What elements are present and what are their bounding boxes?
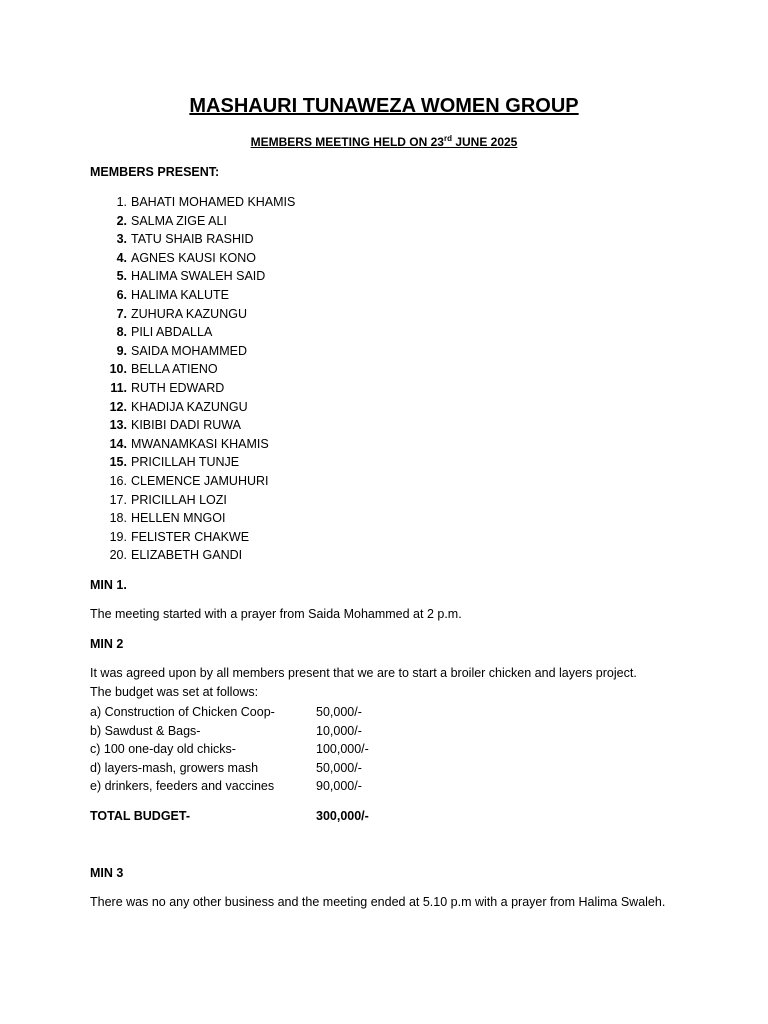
member-name: SALMA ZIGE ALI [131, 213, 227, 228]
budget-item: d) layers-mash, growers mash [90, 760, 259, 775]
min1-heading: MIN 1. [90, 578, 127, 592]
list-item [90, 323, 295, 342]
list-item [90, 546, 295, 565]
budget-amount: 90,000/- [316, 779, 362, 794]
member-name: SAIDA MOHAMMED [131, 343, 247, 358]
member-name: FELISTER CHAKWE [131, 529, 250, 544]
member-name: PILI ABDALLA [131, 325, 213, 340]
budget-amount: 50,000/- [316, 705, 362, 719]
min3-heading: MIN 3 [90, 866, 124, 880]
member-number: 18. [109, 511, 127, 526]
budget-item: b) Sawdust & Bags- [90, 723, 201, 738]
subtitle-suffix: JUNE 2025 [451, 135, 518, 149]
total-budget-amount: 300,000/- [316, 809, 369, 823]
budget-row [90, 703, 490, 722]
budget-item: e) drinkers, feeders and vaccines [90, 779, 275, 794]
member-number: 17. [109, 492, 127, 507]
member-name: AGNES KAUSI KONO [131, 250, 257, 265]
budget-amount: 100,000/- [316, 742, 369, 757]
min1-text: The meeting started with a prayer from Saida Mohammed at 2 p.m. [90, 607, 462, 621]
member-name: KIBIBI DADI RUWA [131, 418, 241, 433]
list-item [90, 267, 295, 286]
member-name: HALIMA SWALEH SAID [131, 269, 266, 284]
budget-amount: 50,000/- [316, 760, 362, 775]
list-item [90, 509, 295, 528]
list-item [90, 305, 295, 324]
budget-row [90, 759, 490, 778]
member-number: 2. [116, 213, 127, 228]
total-budget-row [90, 807, 490, 825]
member-number: 8. [116, 325, 127, 340]
member-number: 14. [109, 436, 127, 451]
member-number: 15. [109, 455, 127, 470]
budget-amount: 10,000/- [316, 723, 362, 738]
member-number: 7. [116, 306, 127, 321]
member-name: KHADIJA KAZUNGU [131, 399, 248, 414]
member-number: 5. [116, 269, 127, 284]
members-list [90, 193, 295, 565]
member-number: 11. [110, 380, 127, 395]
member-name: BAHATI MOHAMED KHAMIS [131, 195, 296, 209]
member-number: 10. [109, 362, 127, 377]
member-number: 16. [109, 473, 127, 488]
member-number: 3. [116, 232, 127, 247]
list-item [90, 491, 295, 510]
list-item [90, 342, 295, 361]
meeting-subtitle [0, 135, 768, 149]
member-number: 6. [116, 287, 127, 302]
member-number: 20. [109, 548, 127, 563]
member-name: PRICILLAH TUNJE [131, 455, 240, 470]
member-name: HALIMA KALUTE [131, 287, 229, 302]
member-name: CLEMENCE JAMUHURI [131, 473, 269, 488]
member-number: 9. [116, 343, 127, 358]
list-item [90, 379, 295, 398]
member-name: PRICILLAH LOZI [131, 492, 227, 507]
list-item [90, 416, 295, 435]
members-heading: MEMBERS PRESENT: [90, 165, 220, 179]
list-item [90, 528, 295, 547]
list-item [90, 435, 295, 454]
member-name: BELLA ATIENO [131, 362, 218, 377]
budget-row [90, 777, 490, 796]
min2-heading: MIN 2 [90, 637, 124, 651]
member-name: ELIZABETH GANDI [131, 548, 243, 563]
member-name: HELLEN MNGOI [131, 511, 226, 526]
list-item [90, 472, 295, 491]
list-item [90, 193, 295, 212]
budget-item: a) Construction of Chicken Coop- [90, 705, 275, 719]
min2-text-line1: It was agreed upon by all members present that we are to start a broiler chicken and layers project. [90, 666, 637, 680]
member-number: 19. [109, 529, 127, 544]
subtitle-ordinal: rd [443, 134, 452, 143]
subtitle-prefix: MEMBERS MEETING HELD ON 23 [250, 135, 444, 149]
list-item [90, 398, 295, 417]
list-item [90, 360, 295, 379]
member-number: 4. [116, 250, 127, 265]
list-item [90, 249, 295, 268]
member-name: TATU SHAIB RASHID [131, 232, 254, 247]
budget-item: c) 100 one-day old chicks- [90, 742, 236, 757]
budget-list [90, 703, 490, 796]
member-name: RUTH EDWARD [131, 380, 225, 395]
budget-row [90, 740, 490, 759]
member-number: 12. [109, 399, 127, 414]
list-item [90, 230, 295, 249]
member-name: ZUHURA KAZUNGU [131, 306, 247, 321]
list-item [90, 212, 295, 231]
min3-text: There was no any other business and the meeting ended at 5.10 p.m with a prayer from Halima Swaleh. [90, 895, 666, 909]
total-budget-label: TOTAL BUDGET- [90, 809, 190, 823]
member-number: 13. [109, 418, 127, 433]
list-item [90, 286, 295, 305]
list-item [90, 453, 295, 472]
budget-row [90, 722, 490, 741]
min2-text-line2: The budget was set at follows: [90, 685, 259, 699]
document-title: MASHAURI TUNAWEZA WOMEN GROUP [189, 95, 579, 117]
member-name: MWANAMKASI KHAMIS [131, 436, 269, 451]
member-number: 1. [116, 195, 127, 209]
